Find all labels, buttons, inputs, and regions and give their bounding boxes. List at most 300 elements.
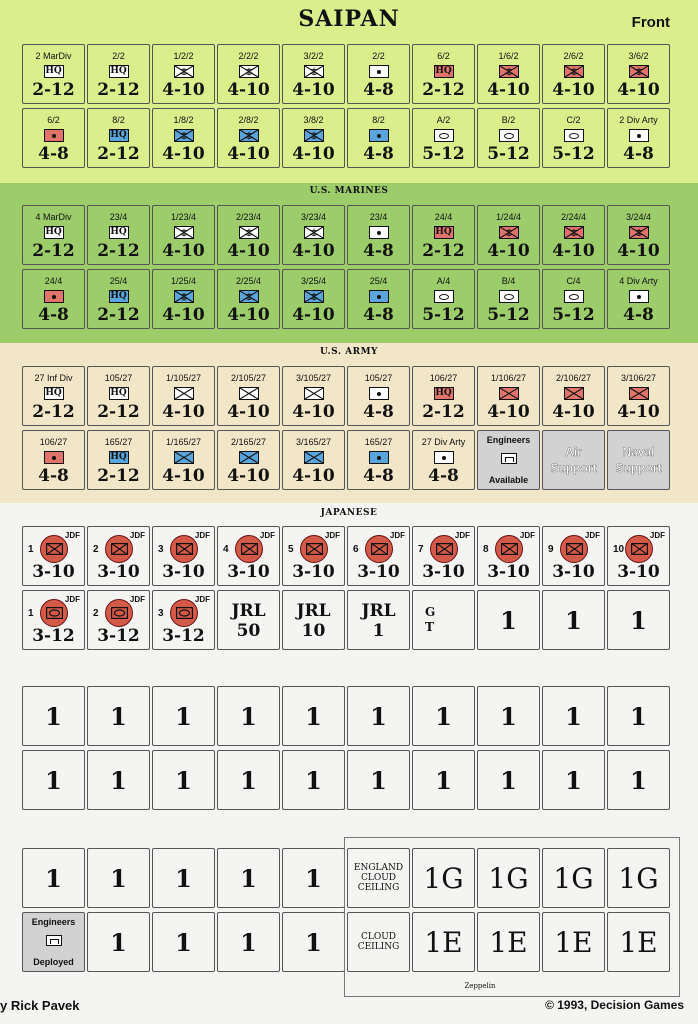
engineers-status: Deployed — [33, 957, 74, 967]
hq-unit-icon — [434, 65, 454, 78]
numeral-marker: 1 — [305, 701, 322, 731]
counter[interactable] — [217, 205, 280, 265]
unit-strength: 4-10 — [617, 80, 660, 100]
jdf-label: JDF — [259, 531, 275, 540]
counter[interactable] — [217, 848, 280, 908]
counter[interactable] — [87, 526, 150, 586]
counter[interactable] — [152, 205, 215, 265]
counter[interactable] — [477, 750, 540, 810]
numeral-marker: 1 — [110, 927, 127, 957]
unit-designation: 3/106/27 — [620, 373, 657, 383]
counter[interactable] — [152, 686, 215, 746]
counter[interactable] — [412, 205, 475, 265]
infantry-unit-icon — [564, 387, 584, 400]
jdf-label: JDF — [129, 531, 145, 540]
unit-strength: 4-10 — [162, 144, 205, 164]
unit-number: 3 — [158, 608, 164, 619]
counter[interactable] — [282, 44, 345, 104]
support-marker: Air Support — [550, 445, 597, 475]
unit-strength: 2-12 — [422, 80, 465, 100]
counter[interactable] — [217, 430, 280, 490]
unit-strength: 4-8 — [363, 305, 394, 325]
counter[interactable] — [412, 686, 475, 746]
unit-strength: 2-12 — [97, 241, 140, 261]
unit-designation: 3/165/27 — [295, 437, 332, 447]
unit-designation: 2 MarDiv — [35, 51, 72, 61]
counter-row — [22, 205, 672, 265]
counter[interactable] — [412, 269, 475, 329]
counter[interactable] — [22, 108, 85, 168]
counter[interactable] — [22, 44, 85, 104]
unit-strength: 2-12 — [97, 80, 140, 100]
unit-designation: 24/4 — [44, 276, 63, 286]
counter[interactable] — [282, 750, 345, 810]
numeral-marker: 1 — [240, 927, 257, 957]
unit-designation: 3/8/2 — [303, 115, 324, 125]
counter[interactable] — [22, 686, 85, 746]
counter[interactable] — [87, 590, 150, 650]
unit-strength: 5-12 — [422, 144, 465, 164]
numeral-marker: 1 — [175, 765, 192, 795]
counter[interactable] — [477, 108, 540, 168]
japanese-unit-icon — [40, 599, 68, 627]
unit-designation: C/2 — [566, 115, 581, 125]
gt-marker — [425, 605, 435, 635]
engineers-label: Engineers — [31, 917, 76, 927]
unit-strength: 4-10 — [552, 80, 595, 100]
engineer-unit-icon — [501, 453, 517, 464]
unit-number: 4 — [223, 544, 229, 555]
unit-designation: 6/2 — [437, 51, 450, 61]
armor-oval — [504, 294, 514, 300]
counter[interactable] — [217, 686, 280, 746]
counter[interactable] — [22, 848, 85, 908]
unit-strength: 5-12 — [487, 144, 530, 164]
counter[interactable] — [347, 750, 410, 810]
counter[interactable] — [607, 44, 670, 104]
counter[interactable] — [477, 590, 540, 650]
unit-strength: 4-10 — [227, 466, 270, 486]
counter[interactable] — [87, 44, 150, 104]
counter[interactable] — [412, 430, 475, 490]
counter[interactable] — [542, 205, 605, 265]
zeppelin-marker: 1G — [553, 861, 594, 895]
counter[interactable] — [347, 430, 410, 490]
numeral-marker: 1 — [240, 701, 257, 731]
counter[interactable] — [22, 526, 85, 586]
counter[interactable] — [412, 108, 475, 168]
counter[interactable] — [477, 366, 540, 426]
counter[interactable] — [282, 205, 345, 265]
hq-symbol: HQ — [45, 388, 62, 398]
unit-number: 7 — [418, 544, 424, 555]
infantry-unit-icon — [174, 65, 194, 78]
counter[interactable] — [607, 108, 670, 168]
unit-strength: 3-10 — [357, 562, 400, 582]
jdf-label: JDF — [64, 595, 80, 604]
counter[interactable] — [217, 269, 280, 329]
unit-designation: 2/106/27 — [555, 373, 592, 383]
unit-strength: 3-10 — [32, 562, 75, 582]
counter[interactable] — [217, 44, 280, 104]
artillery-dot — [377, 295, 381, 299]
infantry-unit-icon — [304, 451, 324, 464]
counter[interactable] — [412, 526, 475, 586]
armor-unit-icon — [499, 290, 519, 303]
unit-designation: 23/4 — [109, 212, 128, 222]
counter[interactable] — [282, 590, 345, 650]
jdf-label: JDF — [649, 531, 665, 540]
unit-designation: 3/25/4 — [300, 276, 327, 286]
unit-designation: 1/106/27 — [490, 373, 527, 383]
numeral-marker: 1 — [175, 927, 192, 957]
counter[interactable] — [542, 366, 605, 426]
hq-unit-icon — [109, 387, 129, 400]
numeral-marker: 1 — [630, 701, 647, 731]
section-title-japanese: JAPANESE — [320, 508, 378, 518]
counter[interactable] — [607, 205, 670, 265]
counter[interactable] — [477, 205, 540, 265]
japanese-unit-icon — [40, 535, 68, 563]
numeral-marker: 1 — [500, 701, 517, 731]
counter[interactable] — [542, 686, 605, 746]
counter[interactable] — [152, 366, 215, 426]
hq-symbol: HQ — [110, 388, 127, 398]
counter[interactable] — [282, 430, 345, 490]
counter[interactable] — [217, 590, 280, 650]
jdf-label: JDF — [129, 595, 145, 604]
jrl-marker — [283, 601, 344, 641]
unit-designation: 3/2/2 — [303, 51, 324, 61]
counter[interactable] — [22, 430, 85, 490]
counter[interactable] — [217, 366, 280, 426]
counter[interactable] — [412, 590, 475, 650]
counter[interactable] — [217, 108, 280, 168]
unit-strength: 3-12 — [97, 626, 140, 646]
counter[interactable] — [152, 912, 215, 972]
counter[interactable] — [22, 912, 85, 972]
hq-symbol: HQ — [435, 388, 452, 398]
counter[interactable] — [152, 590, 215, 650]
japanese-unit-icon — [105, 599, 133, 627]
counter[interactable] — [152, 430, 215, 490]
artillery-unit-icon — [369, 226, 389, 239]
engineers-label: Engineers — [486, 435, 531, 445]
counter[interactable] — [477, 686, 540, 746]
unit-strength: 4-10 — [617, 241, 660, 261]
unit-designation: 1/8/2 — [173, 115, 194, 125]
counter[interactable] — [542, 44, 605, 104]
artillery-unit-icon — [434, 451, 454, 464]
numeral-marker: 1 — [110, 765, 127, 795]
artillery-dot — [637, 134, 641, 138]
counter[interactable] — [542, 430, 605, 490]
jrl-label: JRL — [231, 601, 266, 621]
jrl-marker — [218, 601, 279, 641]
unit-designation: 3/23/4 — [300, 212, 327, 222]
counter[interactable] — [347, 108, 410, 168]
unit-number: 1 — [28, 608, 34, 619]
counter-row — [22, 269, 672, 329]
zeppelin-marker: 1E — [619, 925, 658, 959]
counter[interactable] — [412, 750, 475, 810]
numeral-marker: 1 — [370, 701, 387, 731]
unit-designation: 105/27 — [364, 373, 393, 383]
unit-strength: 4-8 — [38, 144, 69, 164]
counter[interactable] — [477, 269, 540, 329]
counter[interactable] — [607, 526, 670, 586]
unit-designation: 105/27 — [104, 373, 133, 383]
unit-designation: 2/2/2 — [238, 51, 259, 61]
unit-designation: B/4 — [501, 276, 516, 286]
counter[interactable] — [87, 430, 150, 490]
counter[interactable] — [412, 366, 475, 426]
counter[interactable] — [347, 205, 410, 265]
unit-designation: B/2 — [501, 115, 516, 125]
numeral-marker: 1 — [565, 765, 582, 795]
infantry-unit-icon — [304, 226, 324, 239]
numeral-marker: 1 — [175, 701, 192, 731]
hq-unit-icon — [109, 451, 129, 464]
counter[interactable] — [87, 912, 150, 972]
numeral-marker: 1 — [435, 701, 452, 731]
unit-designation: 3/24/4 — [625, 212, 652, 222]
counter[interactable] — [347, 269, 410, 329]
armor-oval — [504, 133, 514, 139]
infantry-unit-icon — [629, 226, 649, 239]
counter[interactable] — [22, 366, 85, 426]
numeral-marker: 1 — [500, 765, 517, 795]
counter[interactable] — [87, 366, 150, 426]
counter[interactable] — [152, 750, 215, 810]
unit-designation: 23/4 — [369, 212, 388, 222]
unit-number: 8 — [483, 544, 489, 555]
unit-designation: 1/25/4 — [170, 276, 197, 286]
counter[interactable] — [152, 269, 215, 329]
infantry-unit-icon — [499, 226, 519, 239]
counter[interactable] — [87, 848, 150, 908]
counter[interactable] — [282, 848, 345, 908]
counter[interactable] — [217, 526, 280, 586]
infantry-unit-icon — [629, 387, 649, 400]
zeppelin-marker: 1G — [423, 861, 464, 895]
unit-number: 10 — [613, 544, 625, 555]
unit-strength: 4-10 — [162, 80, 205, 100]
counter[interactable] — [152, 526, 215, 586]
jrl-value: 10 — [301, 621, 326, 641]
unit-designation: 2/8/2 — [238, 115, 259, 125]
zeppelin-marker: 1G — [488, 861, 529, 895]
hq-symbol: HQ — [110, 66, 127, 76]
unit-designation: 6/2 — [47, 115, 60, 125]
counter[interactable] — [347, 686, 410, 746]
unit-designation: 1/24/4 — [495, 212, 522, 222]
unit-designation: 1/105/27 — [165, 373, 202, 383]
counter[interactable] — [477, 526, 540, 586]
sheet-side-label: Front — [631, 14, 670, 31]
artillery-unit-icon — [369, 129, 389, 142]
hq-symbol: HQ — [110, 291, 127, 301]
hq-unit-icon — [44, 226, 64, 239]
ceiling-line-3: CEILING — [357, 883, 400, 893]
unit-strength: 3-10 — [162, 562, 205, 582]
counter[interactable] — [22, 750, 85, 810]
unit-strength: 4-10 — [227, 80, 270, 100]
japanese-unit-icon — [300, 535, 328, 563]
unit-designation: 106/27 — [39, 437, 68, 447]
unit-designation: 4 Div Arty — [619, 276, 658, 286]
counter[interactable] — [607, 430, 670, 490]
counter[interactable] — [542, 590, 605, 650]
unit-strength: 2-12 — [97, 305, 140, 325]
numeral-marker: 1 — [630, 605, 647, 635]
infantry-unit-icon — [174, 451, 194, 464]
counter[interactable] — [347, 44, 410, 104]
counter-row — [22, 590, 672, 650]
counter[interactable] — [607, 750, 670, 810]
unit-number: 1 — [28, 544, 34, 555]
artillery-dot — [377, 456, 381, 460]
unit-strength: 4-8 — [428, 466, 459, 486]
japanese-unit-icon — [170, 599, 198, 627]
counter[interactable] — [542, 269, 605, 329]
artillery-dot — [52, 134, 56, 138]
counter[interactable] — [152, 848, 215, 908]
armor-unit-icon — [434, 290, 454, 303]
unit-strength: 3-10 — [227, 562, 270, 582]
counter[interactable] — [412, 44, 475, 104]
counter[interactable] — [282, 912, 345, 972]
counter[interactable] — [347, 526, 410, 586]
counter[interactable] — [22, 590, 85, 650]
gt-t: T — [425, 620, 434, 634]
unit-strength: 4-8 — [623, 305, 654, 325]
counter[interactable] — [152, 44, 215, 104]
support-marker: Naval Support — [615, 445, 662, 475]
jrl-label: JRL — [296, 601, 331, 621]
counter[interactable] — [22, 205, 85, 265]
infantry-unit-icon — [239, 226, 259, 239]
counter[interactable] — [87, 205, 150, 265]
counter[interactable] — [607, 686, 670, 746]
counter[interactable] — [347, 366, 410, 426]
infantry-unit-icon — [174, 387, 194, 400]
counter[interactable] — [542, 750, 605, 810]
japanese-unit-icon — [625, 535, 653, 563]
counter[interactable] — [477, 44, 540, 104]
armor-oval — [569, 294, 579, 300]
unit-strength: 3-10 — [292, 562, 335, 582]
unit-strength: 3-10 — [422, 562, 465, 582]
unit-designation: 2/24/4 — [560, 212, 587, 222]
hq-symbol: HQ — [435, 66, 452, 76]
infantry-unit-icon — [564, 65, 584, 78]
unit-strength: 4-10 — [552, 241, 595, 261]
jrl-label: JRL — [361, 601, 396, 621]
infantry-unit-icon — [174, 226, 194, 239]
counter[interactable] — [87, 269, 150, 329]
hq-symbol: HQ — [110, 227, 127, 237]
zeppelin-marker: 1E — [489, 925, 528, 959]
infantry-unit-icon — [304, 387, 324, 400]
infantry-unit-icon — [499, 65, 519, 78]
counter[interactable] — [347, 590, 410, 650]
japanese-unit-icon — [105, 535, 133, 563]
armor-unit-icon — [434, 129, 454, 142]
unit-strength: 4-10 — [227, 241, 270, 261]
hq-symbol: HQ — [45, 227, 62, 237]
counter[interactable] — [87, 686, 150, 746]
unit-designation: 1/165/27 — [165, 437, 202, 447]
jdf-label: JDF — [454, 531, 470, 540]
unit-strength: 4-8 — [363, 80, 394, 100]
unit-strength: 4-10 — [617, 402, 660, 422]
unit-strength: 4-10 — [227, 144, 270, 164]
infantry-unit-icon — [174, 129, 194, 142]
unit-strength: 4-8 — [363, 144, 394, 164]
unit-designation: 24/4 — [434, 212, 453, 222]
jdf-label: JDF — [194, 531, 210, 540]
jdf-label: JDF — [324, 531, 340, 540]
unit-strength: 4-10 — [162, 466, 205, 486]
jdf-label: JDF — [584, 531, 600, 540]
counter[interactable] — [217, 750, 280, 810]
hq-unit-icon — [44, 387, 64, 400]
jrl-value: 1 — [372, 621, 385, 641]
unit-number: 6 — [353, 544, 359, 555]
hq-unit-icon — [434, 387, 454, 400]
zeppelin-marker: 1G — [618, 861, 659, 895]
counter[interactable] — [87, 108, 150, 168]
numeral-marker: 1 — [45, 701, 62, 731]
unit-strength: 5-12 — [422, 305, 465, 325]
unit-designation: A/4 — [436, 276, 451, 286]
counter[interactable] — [282, 526, 345, 586]
counter[interactable] — [217, 912, 280, 972]
unit-strength: 4-8 — [623, 144, 654, 164]
counter[interactable] — [607, 590, 670, 650]
numeral-marker: 1 — [175, 863, 192, 893]
jdf-label: JDF — [64, 531, 80, 540]
numeral-marker: 1 — [240, 863, 257, 893]
counter[interactable] — [607, 366, 670, 426]
numeral-marker: 1 — [500, 605, 517, 635]
counter[interactable] — [22, 269, 85, 329]
unit-designation: 2/6/2 — [563, 51, 584, 61]
counter[interactable] — [282, 686, 345, 746]
artillery-unit-icon — [369, 451, 389, 464]
unit-designation: A/2 — [436, 115, 451, 125]
infantry-unit-icon — [629, 65, 649, 78]
counter-row — [22, 686, 672, 746]
counter[interactable] — [152, 108, 215, 168]
counter[interactable] — [477, 430, 540, 490]
zeppelin-marker: 1E — [424, 925, 463, 959]
counter[interactable] — [87, 750, 150, 810]
counter[interactable] — [542, 526, 605, 586]
unit-strength: 4-10 — [227, 402, 270, 422]
ceiling-line-2: CLOUD — [360, 873, 397, 883]
counter[interactable] — [542, 108, 605, 168]
counter[interactable] — [282, 366, 345, 426]
counter[interactable] — [282, 269, 345, 329]
infantry-unit-icon — [239, 65, 259, 78]
japanese-unit-icon — [235, 535, 263, 563]
artillery-unit-icon — [629, 129, 649, 142]
counter[interactable] — [282, 108, 345, 168]
hq-symbol: HQ — [110, 452, 127, 462]
counter[interactable] — [607, 269, 670, 329]
